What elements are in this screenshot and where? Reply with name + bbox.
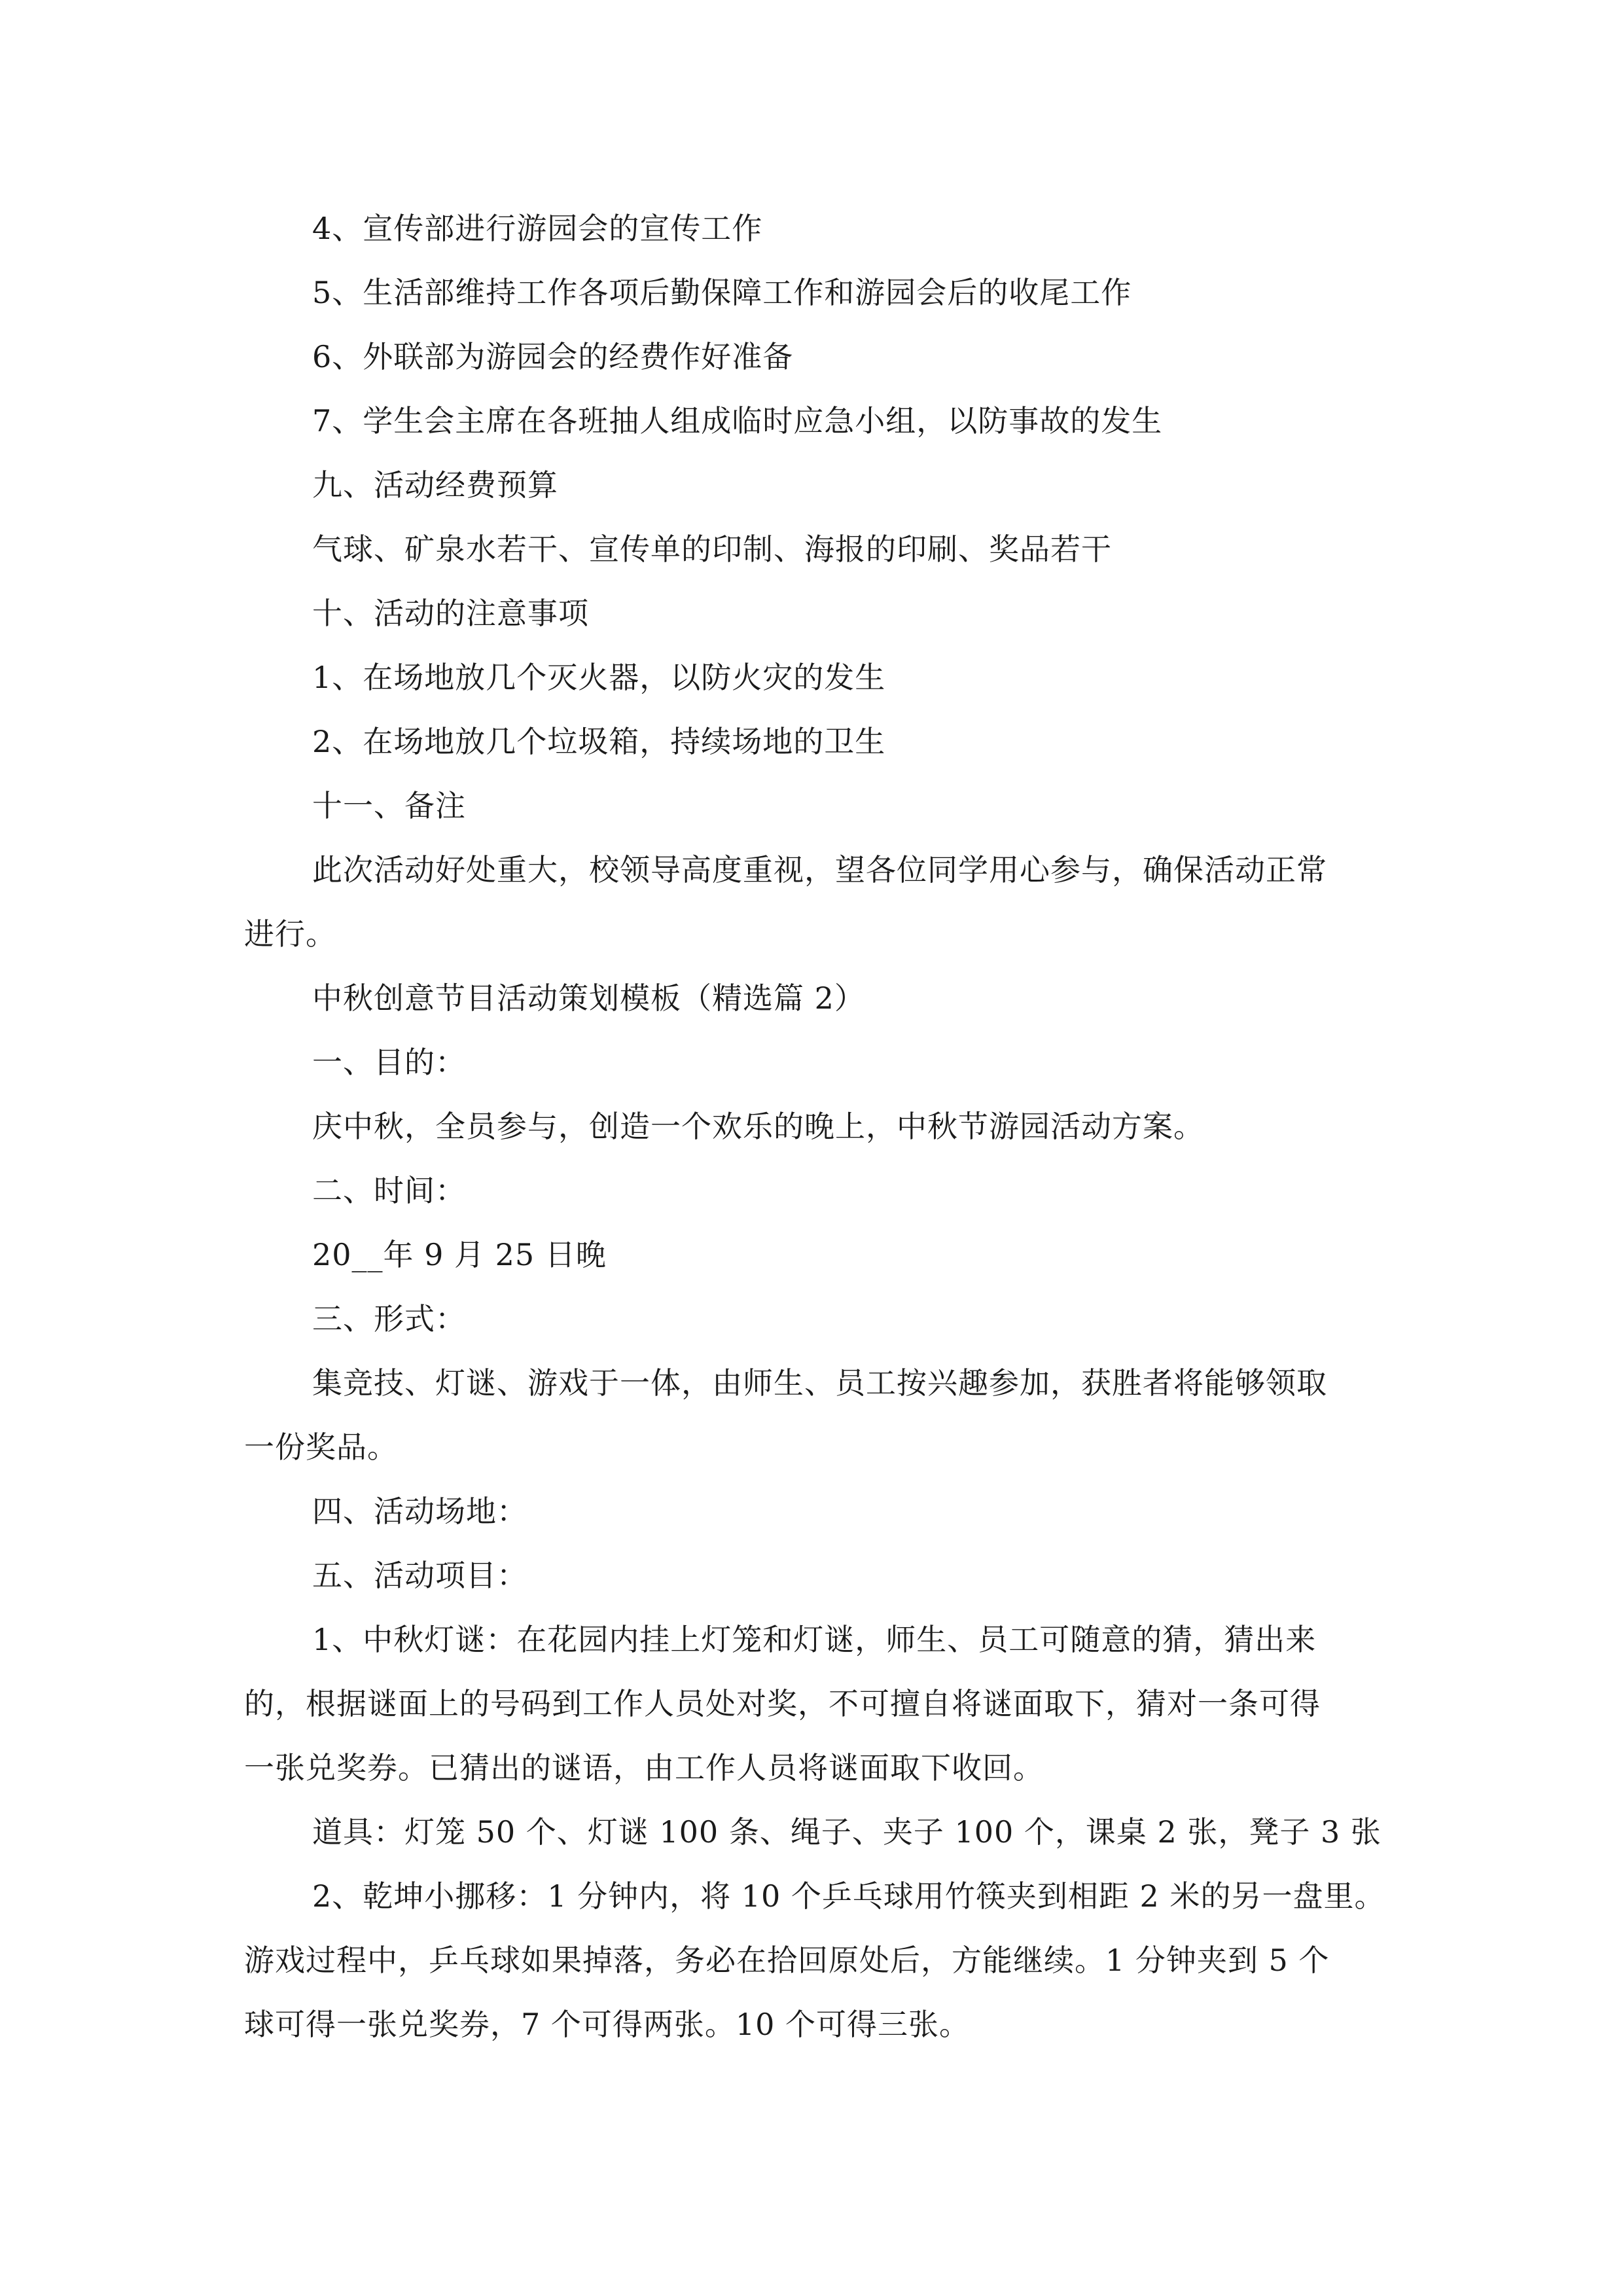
- note-paragraph-line: 此次活动好处重大，校领导高度重视，望各位同学用心参与，确保活动正常: [312, 852, 1327, 888]
- item-text-line: 一张兑奖券。已猜出的谜语，由工作人员将谜面取下收回。: [244, 1750, 1044, 1785]
- document-body: [244, 196, 1383, 2056]
- budget-text: 气球、矿泉水若干、宣传单的印制、海报的印刷、奖品若干: [312, 531, 1112, 567]
- item-text-line: 2、乾坤小挪移：1 分钟内，将 10 个乒乓球用竹筷夹到相距 2 米的另一盘里。: [312, 1878, 1385, 1914]
- section-heading: 三、形式：: [312, 1301, 466, 1336]
- list-item: 5、生活部维持工作各项后勤保障工作和游园会后的收尾工作: [312, 275, 1132, 310]
- form-text-line: 一份奖品。: [244, 1429, 398, 1465]
- goal-text: 庆中秋，全员参与，创造一个欢乐的晚上，中秋节游园活动方案。: [312, 1109, 1204, 1144]
- section-title: 中秋创意节目活动策划模板（精选篇 2）: [312, 980, 865, 1016]
- item-text-line: 游戏过程中，乒乓球如果掉落，务必在拾回原处后，方能继续。1 分钟夹到 5 个: [244, 1943, 1330, 1978]
- section-heading: 二、时间：: [312, 1173, 466, 1208]
- item-text-line: 1、中秋灯谜：在花园内挂上灯笼和灯谜，师生、员工可随意的猜，猜出来: [312, 1622, 1317, 1657]
- props-text: 道具：灯笼 50 个、灯谜 100 条、绳子、夹子 100 个，课桌 2 张，凳子 3 张: [312, 1814, 1382, 1850]
- section-heading: 四、活动场地：: [312, 1494, 527, 1529]
- time-text: 20__年 9 月 25 日晚: [312, 1237, 607, 1272]
- section-heading: 十、活动的注意事项: [312, 596, 589, 631]
- list-item: 2、在场地放几个垃圾箱，持续场地的卫生: [312, 724, 886, 759]
- list-item: 4、宣传部进行游园会的宣传工作: [312, 211, 763, 246]
- list-item: 7、学生会主席在各班抽人组成临时应急小组，以防事故的发生: [312, 403, 1163, 439]
- note-paragraph-line: 进行。: [244, 916, 336, 952]
- section-heading: 九、活动经费预算: [312, 467, 558, 503]
- form-text-line: 集竞技、灯谜、游戏于一体，由师生、员工按兴趣参加，获胜者将能够领取: [312, 1365, 1327, 1401]
- list-item: 1、在场地放几个灭火器，以防火灾的发生: [312, 660, 886, 695]
- item-text-line: 球可得一张兑奖券，7 个可得两张。10 个可得三张。: [244, 2007, 971, 2042]
- section-heading: 十一、备注: [312, 788, 466, 823]
- item-text-line: 的，根据谜面上的号码到工作人员处对奖，不可擅自将谜面取下，猜对一条可得: [244, 1686, 1321, 1721]
- section-heading: 五、活动项目：: [312, 1558, 527, 1593]
- section-heading: 一、目的：: [312, 1045, 466, 1080]
- list-item: 6、外联部为游园会的经费作好准备: [312, 339, 794, 374]
